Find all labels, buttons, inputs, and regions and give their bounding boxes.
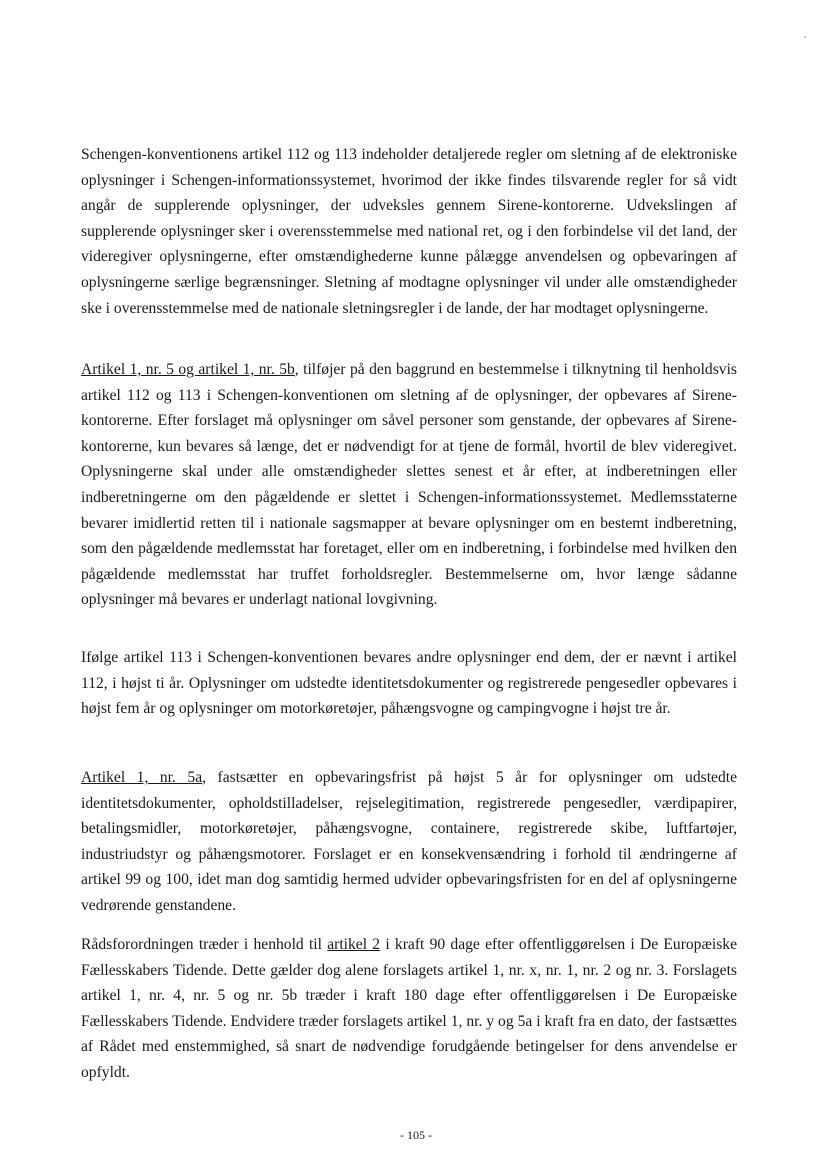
page-number: - 105 - — [400, 1128, 432, 1142]
paragraph-5-text-b: i kraft 90 dage efter offentliggørelsen i De Europæiske Fællesskabers Tidende. Dette gælder dog alene forslagets artikel 1, nr. x, nr. 1, nr. 2 og nr. 3. Forslagets artikel 1, nr. 4, nr. 5 og nr. 5b træder i kraft 180 dage efter offentliggørelsen i De Europæiske Fællesskabers Tidende. Endvidere træder forslagets artikel 1, nr. y og 5a i kraft fra en dato, der fastsættes af Rådet med enstemmighed, så snart de nødvendige forudgående betingelser for dens anvendelse er opfyldt. — [81, 936, 737, 1081]
article-reference-link: Artikel 1, nr. 5a — [81, 769, 203, 786]
paragraph-4-text: , fastsætter en opbevaringsfrist på højst 5 år for oplysninger om udstedte identitetsdokumenter, opholdstilladelser, rejselegitimation, registrerede pengesedler, værdipapirer, betalingsmidler, motorkøretøjer, påhængsvogne, containere, registrerede skibe, luftfartøjer, industriudstyr og påhængsmotorer. Forslaget er en konsekvensændring i forhold til ændringerne af artikel 99 og 100, idet man dog samtidig hermed udvider opbevaringsfristen for en del af oplysningerne vedrørende genstandene. — [81, 769, 738, 914]
paragraph-5 — [81, 932, 737, 1086]
paragraph-3-text: Ifølge artikel 113 i Schengen-konventionen bevares andre oplysninger end dem, der er nævnt i artikel 112, i højst ti år. Oplysninger om udstedte identitetsdokumenter og registrerede pengesedler opbevares i højst fem år og oplysninger om motorkøretøjer, påhængsvogne og campingvogne i højst tre år. — [81, 649, 737, 718]
paragraph-4 — [81, 765, 737, 919]
paragraph-1 — [81, 142, 737, 321]
paragraph-2 — [81, 357, 737, 613]
paragraph-3 — [81, 645, 737, 722]
paragraph-2-text: , tilføjer på den baggrund en bestemmelse i tilknytning til henholdsvis artikel 112 og 113 i Schengen-konventionen om sletning af de oplysninger, der opbevares af Sirene-kontorerne. Efter forslaget må oplysninger om såvel personer som genstande, der opbevares af Sirene-kontorerne, kun bevares så længe, det er nødvendigt for at tjene de formål, hvortil de blev videregivet. Oplysningerne skal under alle omstændigheder slettes senest et år efter, at indberetningen eller indberetningerne om den pågældende er slettet i Schengen-informationssystemet. Medlemsstaterne bevarer imidlertid retten til i nationale sagsmapper at bevare oplysninger om en bestemt indberetning, som den pågældende medlemsstat har foretaget, eller om en indberetning, i forbindelse med hvilken den pågældende medlemsstat har truffet forholdsregler. Bestemmelserne om, hvor længe sådanne oplysninger må bevares er underlagt national lovgivning. — [81, 361, 737, 609]
paragraph-1-text: Schengen-konventionens artikel 112 og 113 indeholder detaljerede regler om sletning af de elektroniske oplysninger i Schengen-informationssystemet, hvorimod der ikke findes tilsvarende regler for så vidt angår de supplerende oplysninger, der udveksles gennem Sirene-kontorerne. Udvekslingen af supplerende oplysninger sker i overensstemmelse med national ret, og i den forbindelse vil det land, der videregiver oplysningerne, efter omstændighederne kunne pålægge anvendelsen og opbevaringen af oplysningerne særlige begrænsninger. Sletning af modtagne oplysninger vil under alle omstændigheder ske i overensstemmelse med de nationale sletningsregler i de lande, der har modtaget oplysningerne. — [81, 146, 737, 317]
paragraph-5-text-a: Rådsforordningen træder i henhold til — [81, 936, 328, 953]
article-reference-link: Artikel 1, nr. 5 og artikel 1, nr. 5b — [81, 361, 295, 378]
scan-speck — [804, 36, 806, 38]
article-reference-link: artikel 2 — [327, 936, 381, 953]
